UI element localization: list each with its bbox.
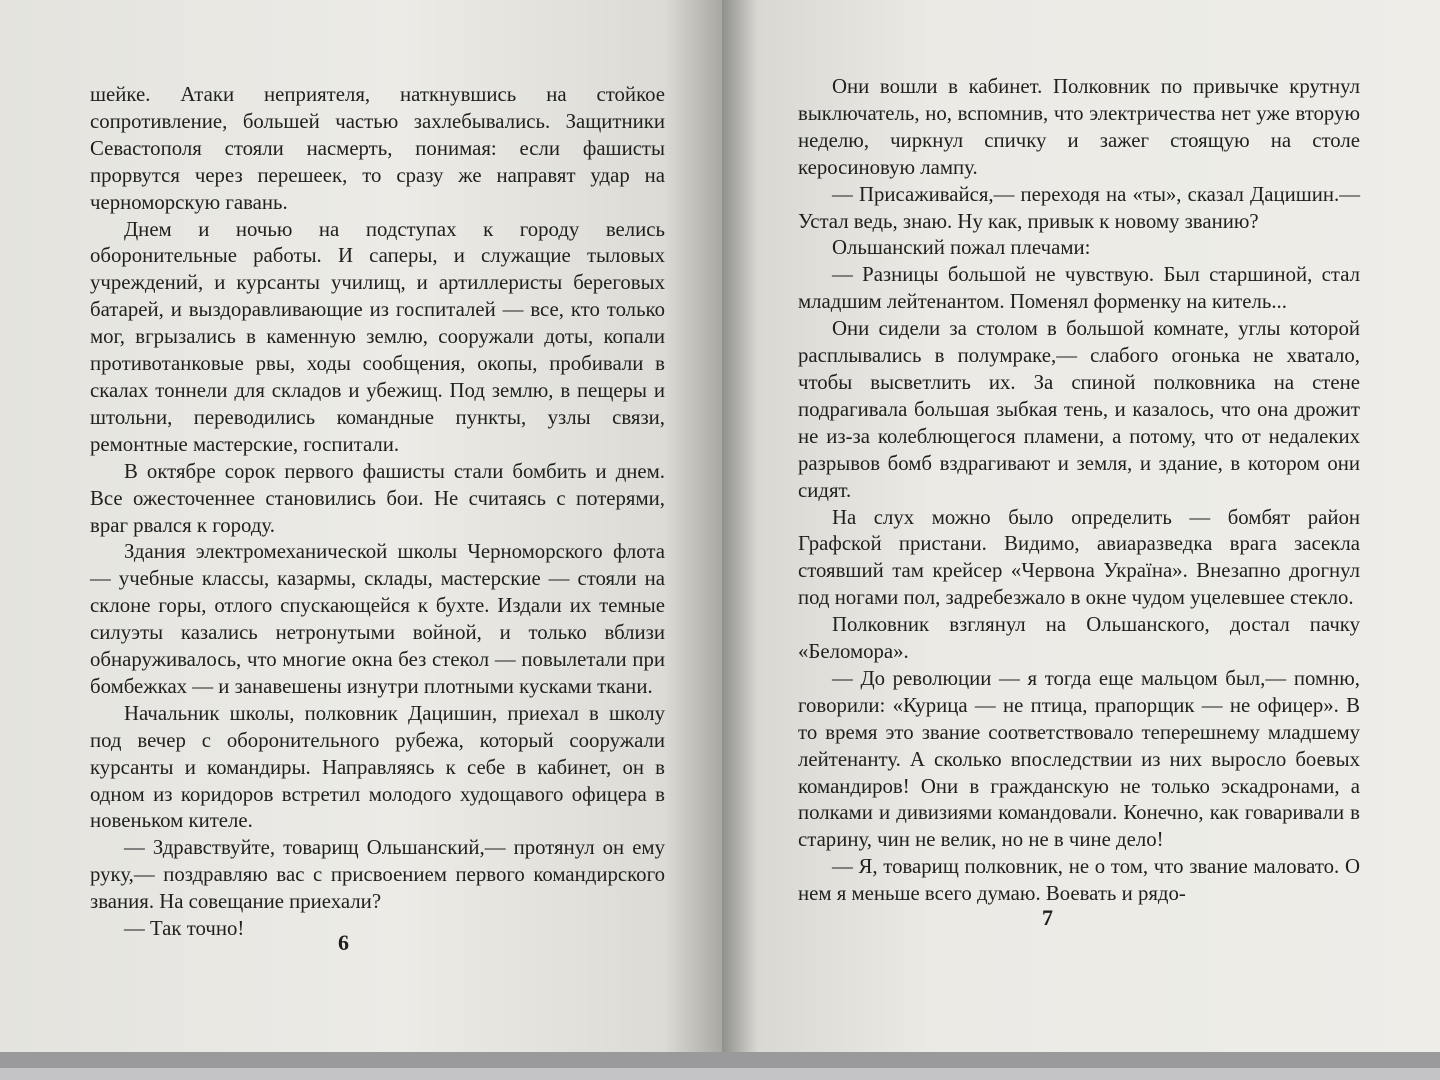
- right-paragraph-4: — Разницы большой не чувствую. Был старшиной, стал младшим лейтенантом. Поменял форменку на китель...: [798, 263, 1360, 314]
- right-paragraph-8: — До революции — я тогда еще мальцом был,— помню, говорили: «Курица — не птица, прапорщик — не офицер». В то время это звание соответствовало теперешнему младшему лейтенанту. А сколько впоследствии из них выросло боевых командиров! Они в гражданскую не только эскадронами, а полками и дивизиями командовали. Конечно, как говаривали в старину, чин не велик, но не в чине дело!: [798, 666, 1360, 852]
- right-page-number: 7: [1042, 905, 1053, 930]
- right-paragraph-7: Полковник взглянул на Ольшанского, достал пачку «Беломора».: [798, 613, 1360, 664]
- right-paragraph-1: Они вошли в кабинет. Полковник по привычке крутнул выключатель, но, вспомнив, что электричества нет уже вторую неделю, чиркнул спичку и зажег стоящую на столе керосиновую лампу.: [798, 75, 1360, 179]
- right-page: [722, 0, 1440, 1052]
- right-paragraph-9: — Я, товарищ полковник, не о том, что звание маловато. О нем я меньше всего думаю. Воевать и рядо-: [798, 855, 1360, 906]
- right-paragraph-6: На слух можно было определить — бомбят район Графской пристани. Видимо, авиаразведка врага засекла стоявший там крейсер «Червона Украïна». Внезапно дрогнул под ногами пол, задребезжало в окне чудом уцелевшее стекло.: [798, 505, 1360, 610]
- left-paragraph-2: Днем и ночью на подступах к городу велись оборонительные работы. И саперы, и служащие тыловых учреждений, и курсанты училищ, и артиллеристы береговых батарей, и выздоравливающие из госпиталей — все, кто только мог, вгрызались в каменную землю, сооружали доты, копали противотанковые рвы, ходы сообщения, окопы, пробивали в скалах тоннели для складов и убежищ. Под землю, в пещеры и штольни, переводились командные пункты, узлы связи, ремонтные мастерские, госпитали.: [90, 217, 665, 456]
- right-paragraph-5: Они сидели за столом в большой комнате, углы которой расплывались в полумраке,— слабого огонька не хватало, чтобы высветлить их. За спиной полковника на стене подрагивала большая зыбкая тень, и казалось, что она дрожит не из-за колеблющегося пламени, а потому, что от недалеких разрывов бомб вздрагивают и земля, и здание, в котором они сидят.: [798, 317, 1360, 502]
- left-paragraph-4: Здания электромеханической школы Черноморского флота — учебные классы, казармы, склады, мастерские — стояли на склоне горы, отлого спускающейся к бухте. Издали их темные силуэты казались нетронутыми войной, и только вблизи обнаруживалось, что многие окна без стекол — повылетали при бомбежках — и занавешены изнутри плотными кусками ткани.: [90, 540, 665, 698]
- left-paragraph-7: — Так точно!: [124, 917, 245, 941]
- left-paragraph-1: шейке. Атаки неприятеля, наткнувшись на стойкое сопротивление, большей частью захлебывались. Защитники Севастополя стояли насмерть, понимая: если фашисты прорвутся через перешеек, то сразу же направят удар на черноморскую гавань.: [90, 83, 665, 214]
- left-paragraph-5: Начальник школы, полковник Дацишин, приехал в школу под вечер с оборонительного рубежа, который сооружали курсанты и командиры. Направляясь к себе в кабинет, он в одном из коридоров встретил молодого худощавого офицера в новеньком кителе.: [90, 701, 665, 833]
- left-page-text: [90, 82, 665, 943]
- left-paragraph-3: В октябре сорок первого фашисты стали бомбить и днем. Все ожесточеннее становились бои. Не считаясь с потерями, враг рвался к городу.: [90, 459, 665, 537]
- right-page-text: [798, 74, 1360, 908]
- left-page-number: 6: [338, 930, 349, 955]
- left-paragraph-6: — Здравствуйте, товарищ Ольшанский,— протянул он ему руку,— поздравляю вас с присвоением первого командирского звания. На совещание приехали?: [90, 836, 665, 914]
- right-paragraph-3: Ольшанский пожал плечами:: [832, 236, 1091, 260]
- right-paragraph-2: — Присаживайся,— переходя на «ты», сказал Дацишин.— Устал ведь, знаю. Ну как, привык к новому званию?: [798, 182, 1360, 233]
- left-page: [0, 0, 722, 1052]
